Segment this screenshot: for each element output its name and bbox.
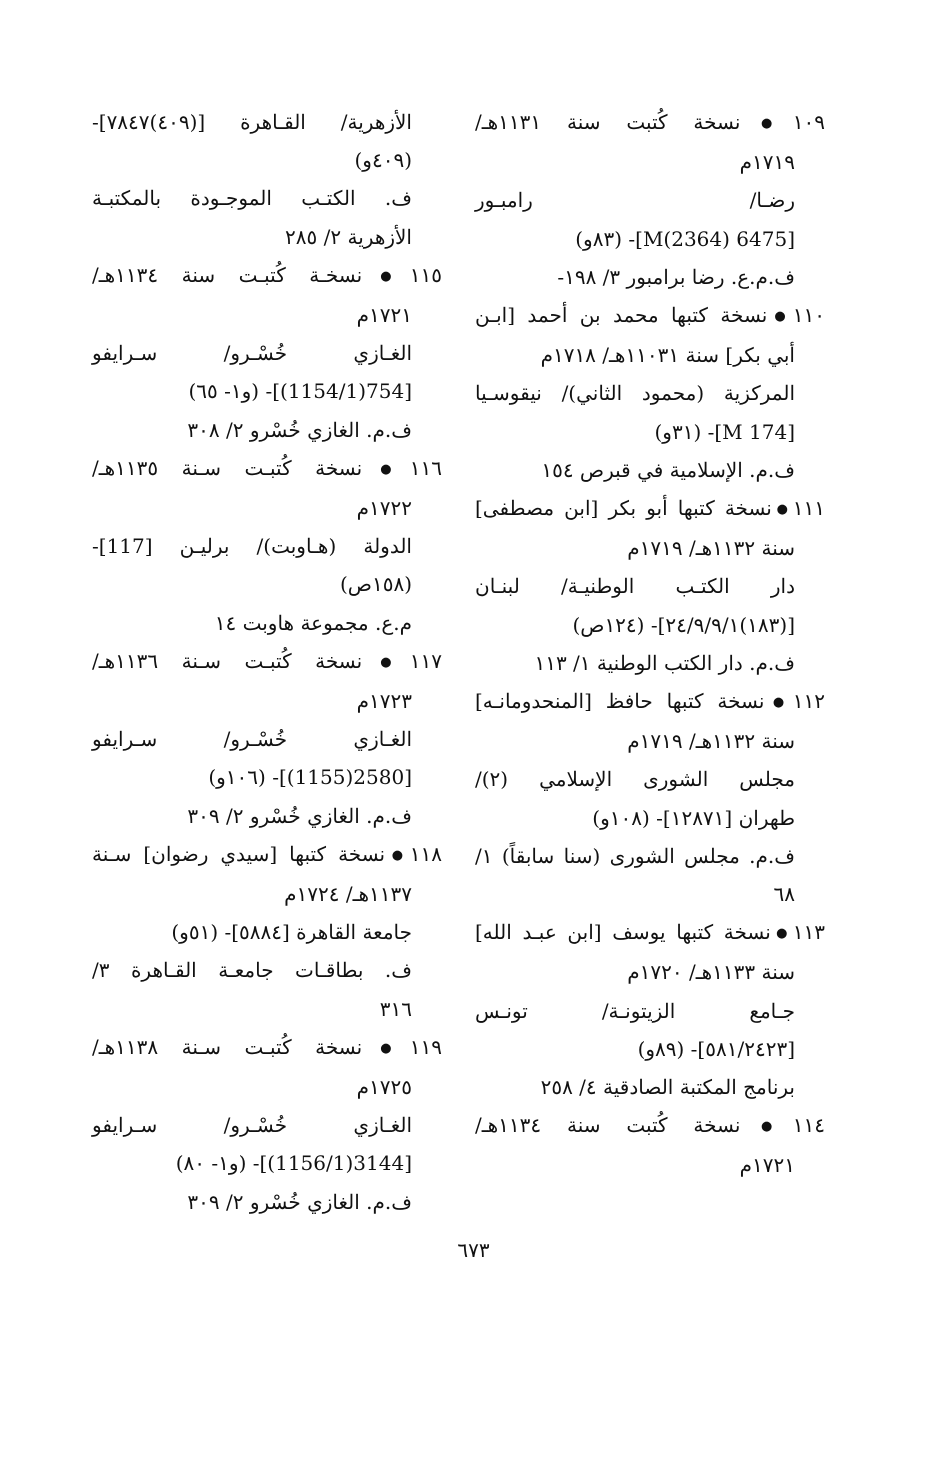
entry-line: [92, 758, 442, 796]
bullet-icon: ●: [741, 116, 792, 131]
catalog-entry: [475, 103, 825, 296]
entry-text: المركزية (محمود الثاني)/ نيقوسـيا: [475, 381, 795, 406]
bullet-icon: ●: [765, 695, 792, 711]
bullet-icon: ●: [363, 461, 409, 477]
entry-line: [475, 258, 825, 296]
entry-text: جـامع الزيتونـة/ تونـس: [475, 998, 795, 1023]
entry-text: [M 174]- (٣١و): [654, 419, 795, 444]
bullet-icon: ●: [363, 1040, 409, 1056]
entry-text: ف. بطاقـات جامعـة القـاهرة ٣/: [92, 958, 412, 983]
entry-text: ف.م. دار الكتب الوطنية ١/ ١١٣: [534, 650, 795, 675]
entry-text: نسخة كتبها [سيدي رضوان] سـنة: [92, 841, 386, 866]
entry-number: ١٠٩: [792, 110, 826, 134]
entry-text: نسخة كتبها يوسف [ابن عبـد الله]: [475, 920, 771, 945]
entry-text: [6475 M(2364)]- (٨٣و): [575, 226, 795, 251]
entry-line: [475, 489, 825, 529]
entry-line: [92, 103, 442, 141]
entry-text: جامعة القاهرة [٥٨٨٤]- (٥١و): [171, 920, 412, 945]
entry-text: نسخة كُتبت سنة ١١٣٤هـ/: [475, 1113, 741, 1138]
entry-text: طهران [١٢٨٧١]- (١٠٨و): [592, 805, 795, 830]
entry-line: [92, 527, 442, 565]
entry-text: ف.م. مجلس الشورى (سنا سابقاً) ١/: [475, 843, 795, 868]
entry-text: ف. الكتـب الموجـودة بالمكتبـة: [92, 186, 412, 211]
entry-line: [92, 179, 442, 217]
entry-line: [92, 990, 442, 1028]
catalog-entry: [92, 449, 442, 642]
entry-text: نسخة كُتبـت سـنة ١١٣٦هـ/: [92, 648, 363, 673]
entry-line: [475, 1106, 825, 1146]
catalog-entry: [92, 256, 442, 449]
entry-text: الغـازي خُسْـرو/ سـرايفو: [92, 341, 412, 366]
catalog-entry: [475, 296, 825, 489]
right-column: [475, 103, 825, 1185]
entry-text: [٥٨١/٢٤٢٣]- (٨٩و): [637, 1036, 795, 1061]
entry-number: ١١٤: [792, 1113, 826, 1138]
entry-number: ١١٥: [409, 262, 443, 287]
entry-line: [475, 799, 825, 837]
entry-text: نسخة كتبها حافظ [المنحدومانـه]: [475, 689, 765, 714]
bullet-icon: ●: [363, 268, 409, 284]
entry-text: نسخة كتبها محمد بن أحمد [ابـن: [475, 303, 768, 328]
entry-text: ف.م. الغازي خُسْرو ٢/ ٣٠٩: [187, 1189, 412, 1214]
entry-text: مجلس الشورى الإسلامي (٢)/: [475, 767, 795, 792]
entry-text: سنة ١١٣٢هـ/ ١٧١٩م: [627, 536, 795, 561]
entry-text: ف.م. الغازي خُسْرو ٢/ ٣٠٩: [187, 803, 412, 828]
entry-line: [475, 413, 825, 451]
entry-text: ١٧٢١م: [739, 1153, 795, 1178]
entry-number: ١١٣: [792, 920, 825, 945]
entry-number: ١١٠: [792, 303, 825, 328]
entry-text: ١٧٢٢م: [356, 496, 412, 521]
entry-line: [92, 875, 442, 913]
entry-text: برنامج المكتبة الصادقية ٤/ ٢٥٨: [540, 1075, 795, 1100]
entry-line: [92, 565, 442, 603]
entry-line: [92, 1068, 442, 1106]
entry-text: نسخـة كُتبـت سنة ١١٣٤هـ/: [92, 262, 363, 287]
entry-text: أبي بكر] سنة ١١٠٣١هـ/ ١٧١٨م: [540, 343, 795, 368]
entry-number: ١١٨: [409, 841, 442, 866]
entry-text: سنة ١١٣٢هـ/ ١٧١٩م: [627, 729, 795, 754]
entry-line: [92, 489, 442, 527]
entry-line: [475, 143, 825, 181]
catalog-entry: [475, 1106, 825, 1184]
entry-line: [475, 682, 825, 722]
entry-line: [92, 913, 442, 951]
entry-line: [92, 411, 442, 449]
entry-text: الأزهرية ٢/ ٢٨٥: [285, 224, 412, 249]
entry-text: دار الكتـب الوطنيـة/ لبنـان: [475, 574, 795, 599]
entry-text: الدولة (هـاوبت)/ برليـن [117]-: [92, 534, 412, 559]
catalog-entry: [475, 913, 825, 1106]
entry-text: نسخة كتبها أبو بكر [ابن مصطفى]: [475, 496, 772, 521]
catalog-entry: [475, 489, 825, 682]
entry-line: [92, 682, 442, 720]
entry-line: [92, 951, 442, 989]
entry-line: [475, 913, 825, 953]
entry-text: الغـازي خُسْـرو/ سـرايفو: [92, 1113, 412, 1138]
entry-text: [(١٨٣)٢٤/٩/٩/١]- (١٢٤ص): [572, 612, 795, 637]
entry-line: [92, 1144, 442, 1182]
entry-text: رضـا/ رامبـور: [475, 188, 795, 213]
left-column: [92, 103, 442, 1221]
entry-text: ٦٨: [773, 882, 795, 907]
entry-text: (٤٠٩و): [354, 148, 412, 173]
entry-text: ١٧٢٣م: [356, 689, 412, 714]
entry-line: [475, 722, 825, 760]
entry-line: [475, 451, 825, 489]
entry-text: ١٧١٩م: [739, 150, 795, 175]
entry-line: [475, 644, 825, 682]
entry-text: ١٧٢١م: [356, 303, 412, 328]
entry-text: ١١٣٧هـ/ ١٧٢٤م: [284, 882, 412, 907]
entry-line: [475, 336, 825, 374]
entry-line: [92, 296, 442, 334]
entry-text: ف.م.ع. رضا برامبور ٣/ ١٩٨-: [557, 264, 795, 289]
catalog-entry: [475, 682, 825, 913]
entry-line: [475, 529, 825, 567]
entry-line: [475, 103, 825, 143]
entry-continuation: [92, 103, 442, 256]
entry-line: [92, 720, 442, 758]
entry-line: [92, 1028, 442, 1068]
entry-text: ٣١٦: [379, 996, 412, 1021]
entry-line: [92, 604, 442, 642]
bullet-icon: ●: [386, 847, 409, 863]
entry-line: [475, 1068, 825, 1106]
entry-text: نسخة كُتبـت سـنة ١١٣٨هـ/: [92, 1034, 363, 1059]
entry-line: [92, 256, 442, 296]
bullet-icon: ●: [363, 654, 409, 670]
entry-line: [92, 1106, 442, 1144]
catalog-entry: [92, 642, 442, 835]
entry-number: ١١٧: [409, 648, 443, 673]
entry-text: نسخة كُتبت سنة ١١٣١هـ/: [475, 110, 741, 134]
entry-number: ١١٩: [409, 1034, 443, 1059]
entry-text: ف.م. الإسلامية في قبرص ١٥٤: [541, 457, 795, 482]
entry-line: [475, 992, 825, 1030]
catalog-entry: [92, 835, 442, 1028]
entry-line: [475, 220, 825, 258]
entry-line: [475, 875, 825, 913]
entry-text: [754(1154/1)]- (و١- ٦٥): [188, 379, 412, 404]
bullet-icon: ●: [771, 926, 792, 942]
entry-line: [475, 567, 825, 605]
entry-text: ١٧٢٥م: [356, 1075, 412, 1100]
entry-text: نسخة كُتبـت سـنة ١١٣٥هـ/: [92, 455, 363, 480]
entry-text: [3144(1156/1)]- (و١- ٨٠): [175, 1151, 412, 1176]
entry-line: [92, 334, 442, 372]
entry-text: الغـازي خُسْـرو/ سـرايفو: [92, 727, 412, 752]
entry-line: [475, 181, 825, 219]
entry-text: ف.م. الغازي خُسْرو ٢/ ٣٠٨: [187, 417, 412, 442]
entry-line: [475, 953, 825, 991]
entry-line: [92, 1183, 442, 1221]
entry-number: ١١١: [792, 496, 826, 521]
entry-number: ١١٦: [409, 455, 443, 480]
entry-line: [92, 835, 442, 875]
entry-line: [92, 141, 442, 179]
entry-text: م.ع. مجموعة هاوبت ١٤: [214, 610, 412, 635]
entry-line: [475, 374, 825, 412]
bullet-icon: ●: [741, 1119, 792, 1135]
entry-text: سنة ١١٣٣هـ/ ١٧٢٠م: [627, 960, 795, 985]
bullet-icon: ●: [768, 309, 792, 325]
entry-line: [475, 1146, 825, 1184]
entry-line: [475, 606, 825, 644]
page-number: ٦٧٣: [457, 1238, 490, 1262]
bullet-icon: ●: [772, 502, 792, 518]
entry-line: [92, 642, 442, 682]
entry-line: [475, 760, 825, 798]
entry-line: [475, 296, 825, 336]
catalog-entry: [92, 1028, 442, 1221]
entry-line: [475, 837, 825, 875]
entry-text: (١٥٨ص): [339, 572, 412, 597]
entry-number: ١١٢: [792, 689, 825, 714]
entry-line: [92, 218, 442, 256]
entry-text: [2580(1155)]- (١٠٦و): [208, 765, 412, 790]
entry-line: [92, 372, 442, 410]
entry-text: الأزهرية/ القـاهرة [(٤٠٩)٧٨٤٧]-: [92, 110, 412, 134]
entry-line: [92, 449, 442, 489]
entry-line: [475, 1030, 825, 1068]
entry-line: [92, 797, 442, 835]
